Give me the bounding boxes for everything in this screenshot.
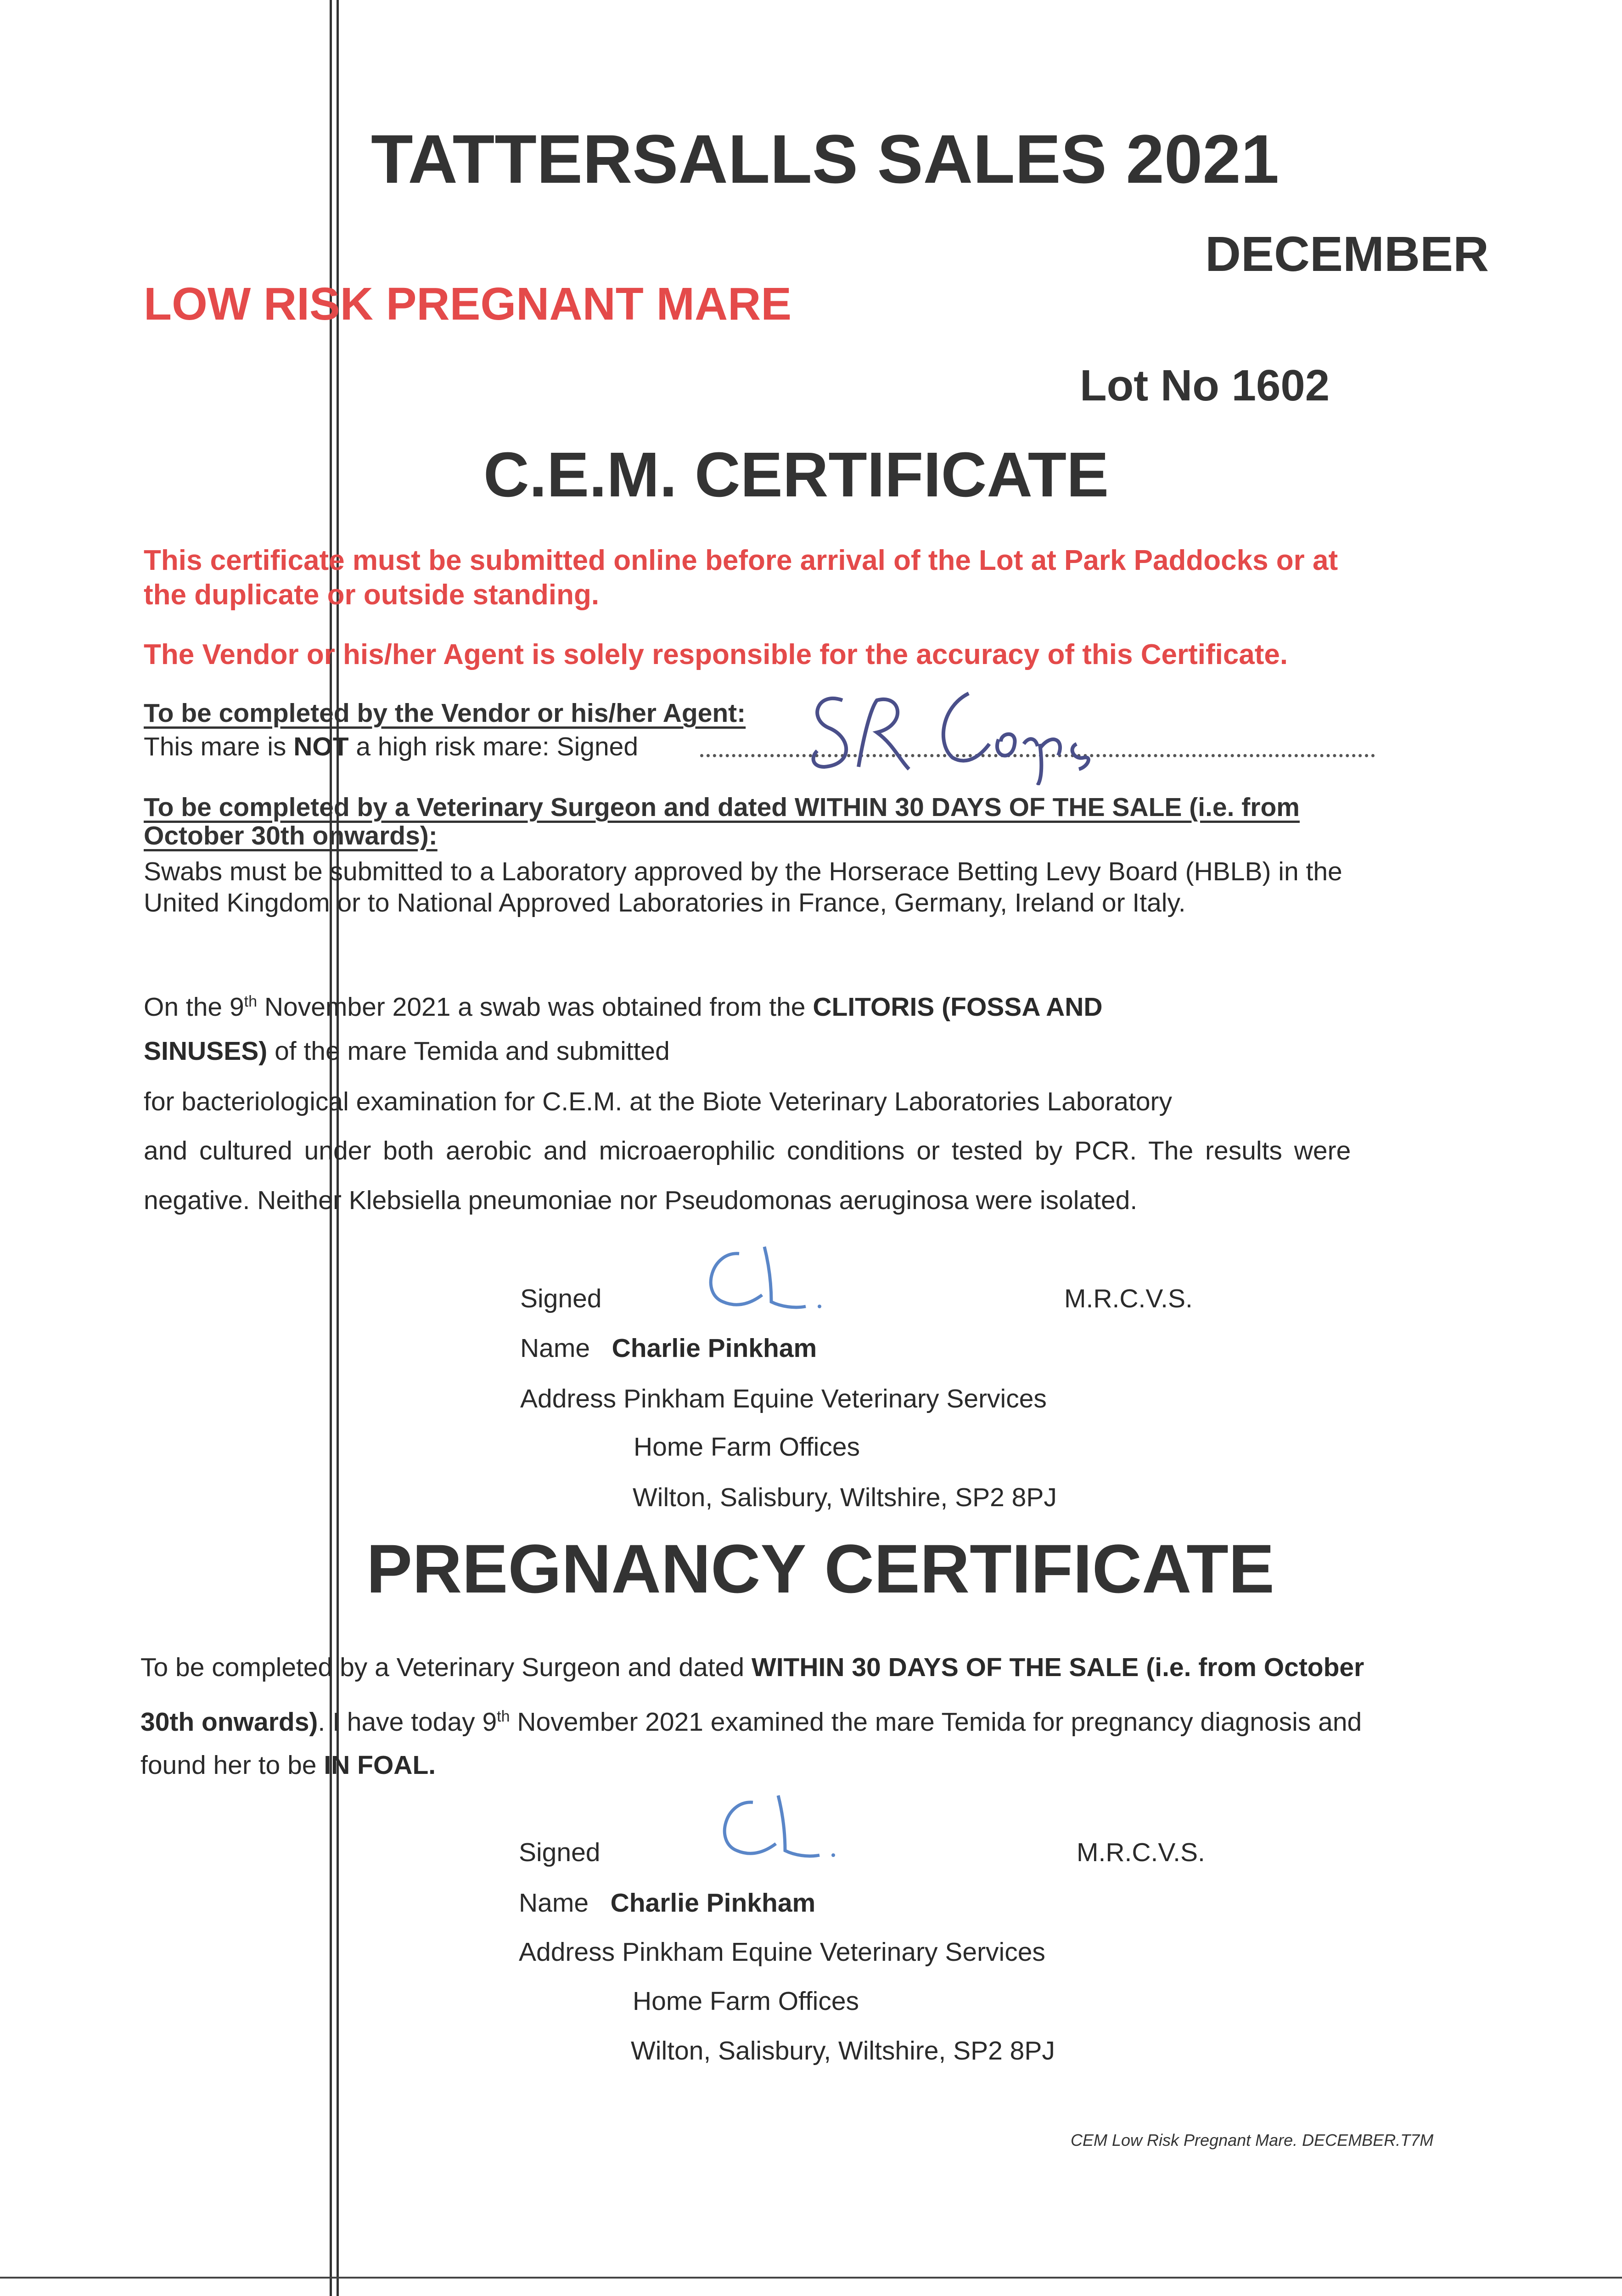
- responsibility-warning: The Vendor or his/her Agent is solely responsible for the accuracy of this Certificate.: [144, 639, 1288, 670]
- submission-warning-line2: the duplicate or outside standing.: [144, 579, 600, 611]
- sale-title: TATTERSALLS SALES 2021: [371, 120, 1280, 197]
- vet-section-heading-line2: October 30th onwards):: [144, 821, 438, 850]
- footer-reference: CEM Low Risk Pregnant Mare. DECEMBER.T7M: [1071, 2131, 1434, 2150]
- cem-mrcvs: M.R.C.V.S.: [1064, 1284, 1193, 1313]
- pregnancy-text-line1: To be completed by a Veterinary Surgeon and dated WITHIN 30 DAYS OF THE SALE (i.e. from October: [140, 1653, 1364, 1682]
- pregnancy-mrcvs: M.R.C.V.S.: [1077, 1838, 1205, 1867]
- pregnancy-vet-address-line2: Home Farm Offices: [633, 1986, 859, 2016]
- certificate-category: LOW RISK PREGNANT MARE: [144, 278, 792, 330]
- pregnancy-certificate-title: PREGNANCY CERTIFICATE: [366, 1530, 1274, 1607]
- cem-signed-label: Signed: [520, 1284, 602, 1313]
- cem-vet-address-line3: Wilton, Salisbury, Wiltshire, SP2 8PJ: [633, 1483, 1057, 1512]
- vendor-signature: [808, 675, 1111, 785]
- pregnancy-vet-address-line1: Address Pinkham Equine Veterinary Services: [519, 1937, 1045, 1967]
- pregnancy-signed-label: Signed: [519, 1838, 601, 1867]
- cem-vet-name: Name Charlie Pinkham: [520, 1334, 817, 1363]
- cem-result-line5: negative. Neither Klebsiella pneumoniae nor Pseudomonas aeruginosa were isolated.: [144, 1186, 1138, 1215]
- sale-month: DECEMBER: [1205, 226, 1489, 281]
- cem-result-line4: and cultured under both aerobic and microaerophilic conditions or tested by PCR. The results were: [144, 1136, 1351, 1165]
- swab-instructions-line1: Swabs must be submitted to a Laboratory approved by the Horserace Betting Levy Board (HBLB) in the: [144, 857, 1342, 886]
- cem-vet-signature: [702, 1233, 831, 1316]
- cem-vet-address-line1: Address Pinkham Equine Veterinary Services: [520, 1384, 1047, 1413]
- lot-number: Lot No 1602: [1080, 361, 1330, 410]
- scan-bottom-line: [0, 2277, 1622, 2279]
- pregnancy-text-line3: found her to be IN FOAL.: [140, 1750, 436, 1780]
- vendor-declaration: This mare is NOT a high risk mare: Signed: [144, 732, 639, 761]
- cem-certificate-title: C.E.M. CERTIFICATE: [483, 439, 1109, 510]
- cem-vet-address-line2: Home Farm Offices: [634, 1432, 860, 1462]
- swab-instructions-line2: United Kingdom or to National Approved Laboratories in France, Germany, Ireland or Italy.: [144, 888, 1186, 917]
- submission-warning-line1: This certificate must be submitted online before arrival of the Lot at Park Paddocks or at: [144, 545, 1338, 576]
- cem-result-line3: for bacteriological examination for C.E.M. at the Biote Veterinary Laboratories Laboratory: [144, 1087, 1173, 1116]
- pregnancy-vet-address-line3: Wilton, Salisbury, Wiltshire, SP2 8PJ: [631, 2036, 1055, 2065]
- vet-section-heading-line1: To be completed by a Veterinary Surgeon and dated WITHIN 30 DAYS OF THE SALE (i.e. from: [144, 793, 1300, 822]
- cem-result-line1: On the 9th November 2021 a swab was obtained from the CLITORIS (FOSSA AND: [144, 992, 1103, 1022]
- cem-result-line2: SINUSES) of the mare Temida and submitted: [144, 1036, 670, 1066]
- pregnancy-vet-signature: [716, 1782, 845, 1864]
- pregnancy-vet-name: Name Charlie Pinkham: [519, 1888, 816, 1918]
- pregnancy-text-line2: 30th onwards). I have today 9th November 2021 examined the mare Temida for pregnancy diagnosis and: [140, 1707, 1362, 1737]
- vendor-section-heading: To be completed by the Vendor or his/her Agent:: [144, 698, 746, 728]
